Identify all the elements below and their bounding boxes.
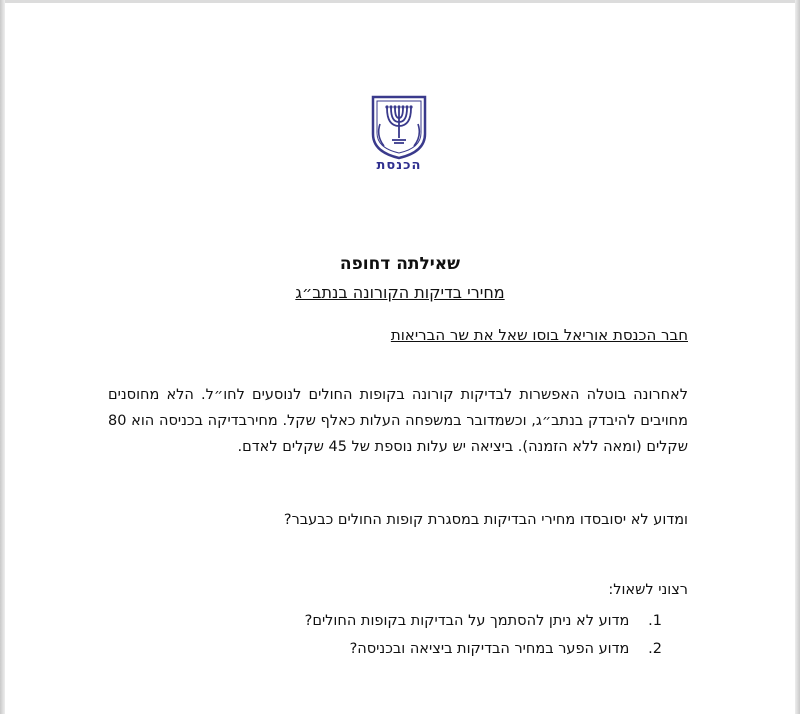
window-right-edge [795,0,800,714]
document-subtitle [0,283,800,302]
list-item-text: מדוע לא ניתן להסתמך על הבדיקות בקופות החולים? [304,613,630,629]
knesset-logo-caption: הכנסת [376,158,422,173]
main-question: ומדוע לא יסובסדו מחירי הבדיקות במסגרת קופות החולים כבעבר? [283,512,688,528]
list-item-number: 2. [648,641,662,657]
document-subtitle-text: מחירי בדיקות הקורונה בנתב״ג [295,283,505,302]
list-item-number: 1. [648,613,662,629]
document-title: שאילתה דחופה [339,254,461,274]
ask-intro: רצוני לשאול: [608,582,688,598]
list-item [305,613,662,629]
addressee-line: חבר הכנסת אוריאל בוסו שאל את שר הבריאות [390,326,688,344]
list-item-text: מדוע הפער במחיר הבדיקות ביציאה ובכניסה? [349,641,630,657]
body-paragraph: לאחרונה בוטלה האפשרות לבדיקות קורונה בקופות החולים לנוסעים לחו״ל. הלא מחוסנים מחויבים להיבדק בנתב״ג, וכשמדובר במשפחה העלות כאלף שקל. מחירבדיקה בכניסה הוא 80 שקלים (ומאה ללא הזמנה). ביציאה יש עלות נוספת של 45 שקלים לאדם. [108,387,688,455]
list-item [350,641,662,657]
